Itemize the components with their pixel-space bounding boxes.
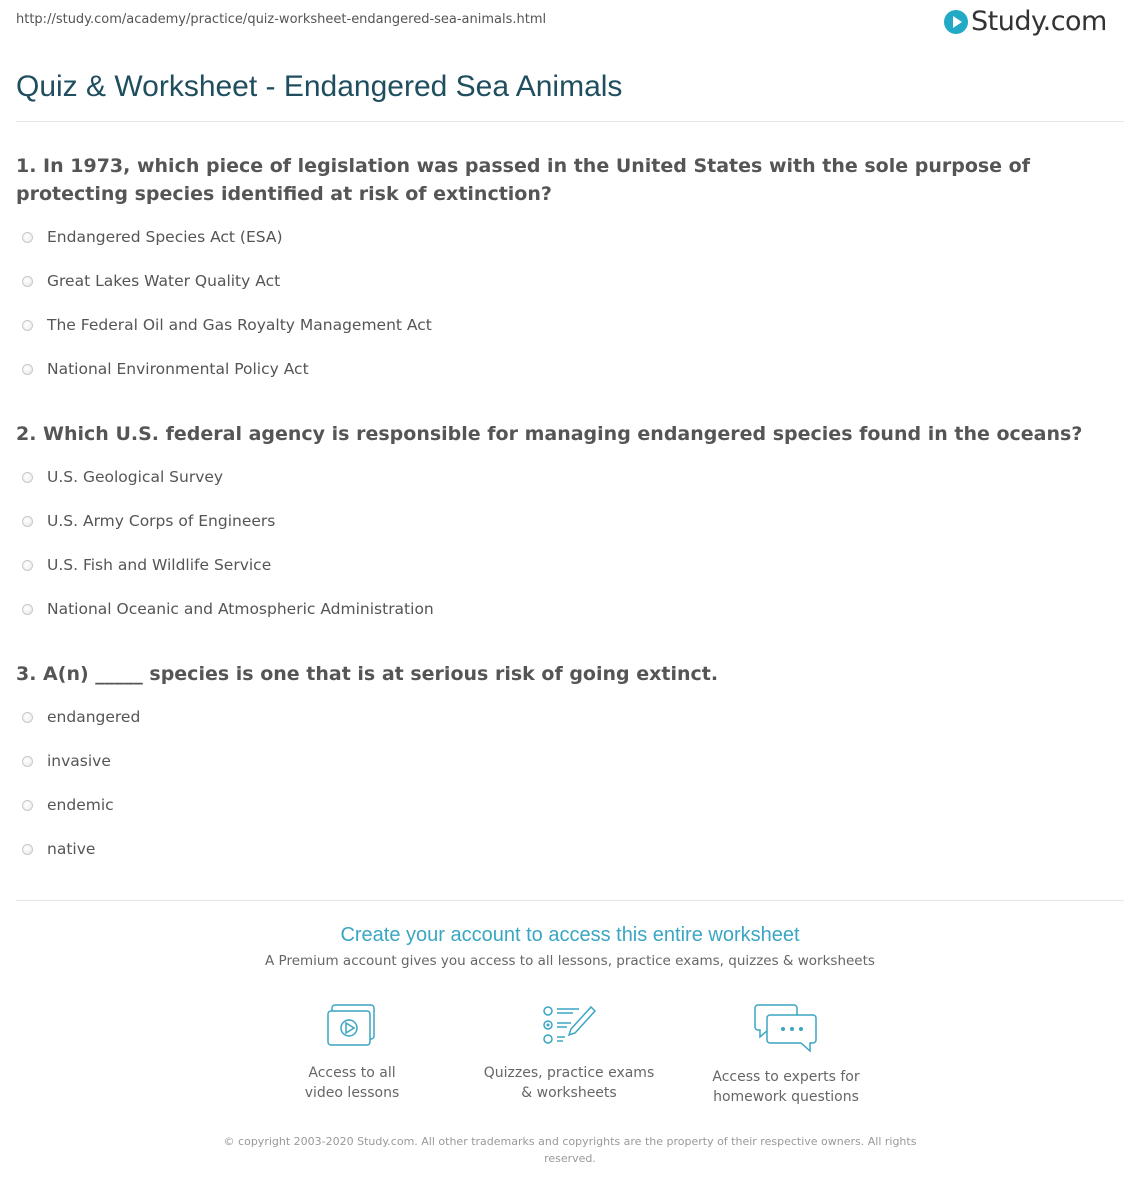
answer-option-label: endangered [47,708,141,726]
logo-text: Study.com [971,6,1107,37]
radio-button[interactable] [22,232,33,243]
question-1: 1. In 1973, which piece of legislation was passed in the United States with the sole purpose of protecting species identified at risk of extinction? [16,155,1031,205]
video-lessons-icon [326,1003,378,1049]
radio-button[interactable] [22,472,33,483]
answer-option-label: Great Lakes Water Quality Act [47,272,281,290]
feature-label-line: video lessons [304,1085,400,1101]
radio-button[interactable] [22,756,33,767]
feature-label-line: Access to experts for [712,1069,860,1085]
answer-option[interactable] [22,752,111,770]
answer-option[interactable] [22,512,275,530]
answer-option-label: U.S. Geological Survey [47,468,224,486]
play-circle-icon [944,10,968,34]
radio-button[interactable] [22,800,33,811]
answer-option-label: invasive [47,752,111,770]
answer-option-label: endemic [47,796,114,814]
answer-option-label: native [47,840,96,858]
answer-option[interactable] [22,556,271,574]
feature-quizzes [469,1003,669,1103]
answer-option-label: U.S. Army Corps of Engineers [47,512,276,530]
answer-option-label: National Oceanic and Atmospheric Administration [47,600,434,618]
chat-bubbles-icon [754,1003,818,1053]
copyright-notice: © copyright 2003-2020 Study.com. All other trademarks and copyrights are the property of their respective owners. All rights reserved. [223,1135,917,1165]
feature-experts [686,1003,886,1107]
page-url: http://study.com/academy/practice/quiz-worksheet-endangered-sea-animals.html [16,12,547,27]
feature-label-line: Quizzes, practice exams [483,1065,655,1081]
answer-option[interactable] [22,468,223,486]
answer-option[interactable] [22,272,280,290]
answer-option[interactable] [22,708,140,726]
study-com-logo[interactable] [944,6,1107,37]
radio-button[interactable] [22,516,33,527]
cta-subtitle: A Premium account gives you access to all lessons, practice exams, quizzes & worksheets [265,953,875,969]
radio-button[interactable] [22,276,33,287]
title-divider [16,121,1124,122]
radio-button[interactable] [22,712,33,723]
answer-option[interactable] [22,796,114,814]
radio-button[interactable] [22,320,33,331]
answer-option-label: The Federal Oil and Gas Royalty Management Act [47,316,432,334]
quiz-checklist-icon [541,1003,597,1049]
feature-video-lessons [252,1003,452,1103]
answer-option-label: U.S. Fish and Wildlife Service [47,556,272,574]
answer-option[interactable] [22,228,283,246]
radio-button[interactable] [22,604,33,615]
answer-option[interactable] [22,316,432,334]
answer-option[interactable] [22,360,309,378]
radio-button[interactable] [22,364,33,375]
radio-button[interactable] [22,560,33,571]
radio-button[interactable] [22,844,33,855]
feature-label-line: & worksheets [521,1085,617,1101]
answer-option-label: National Environmental Policy Act [47,360,309,378]
create-account-link[interactable]: Create your account to access this entire worksheet [340,924,800,946]
question-3: 3. A(n) _____ species is one that is at serious risk of going extinct. [16,663,719,685]
answer-option[interactable] [22,600,434,618]
page-title: Quiz & Worksheet - Endangered Sea Animals [16,70,623,103]
answer-option-label: Endangered Species Act (ESA) [47,228,283,246]
section-divider [16,900,1124,901]
feature-label-line: homework questions [713,1089,859,1105]
question-2: 2. Which U.S. federal agency is responsible for managing endangered species found in the oceans? [16,423,1083,445]
answer-option[interactable] [22,840,95,858]
feature-label-line: Access to all [308,1065,396,1081]
